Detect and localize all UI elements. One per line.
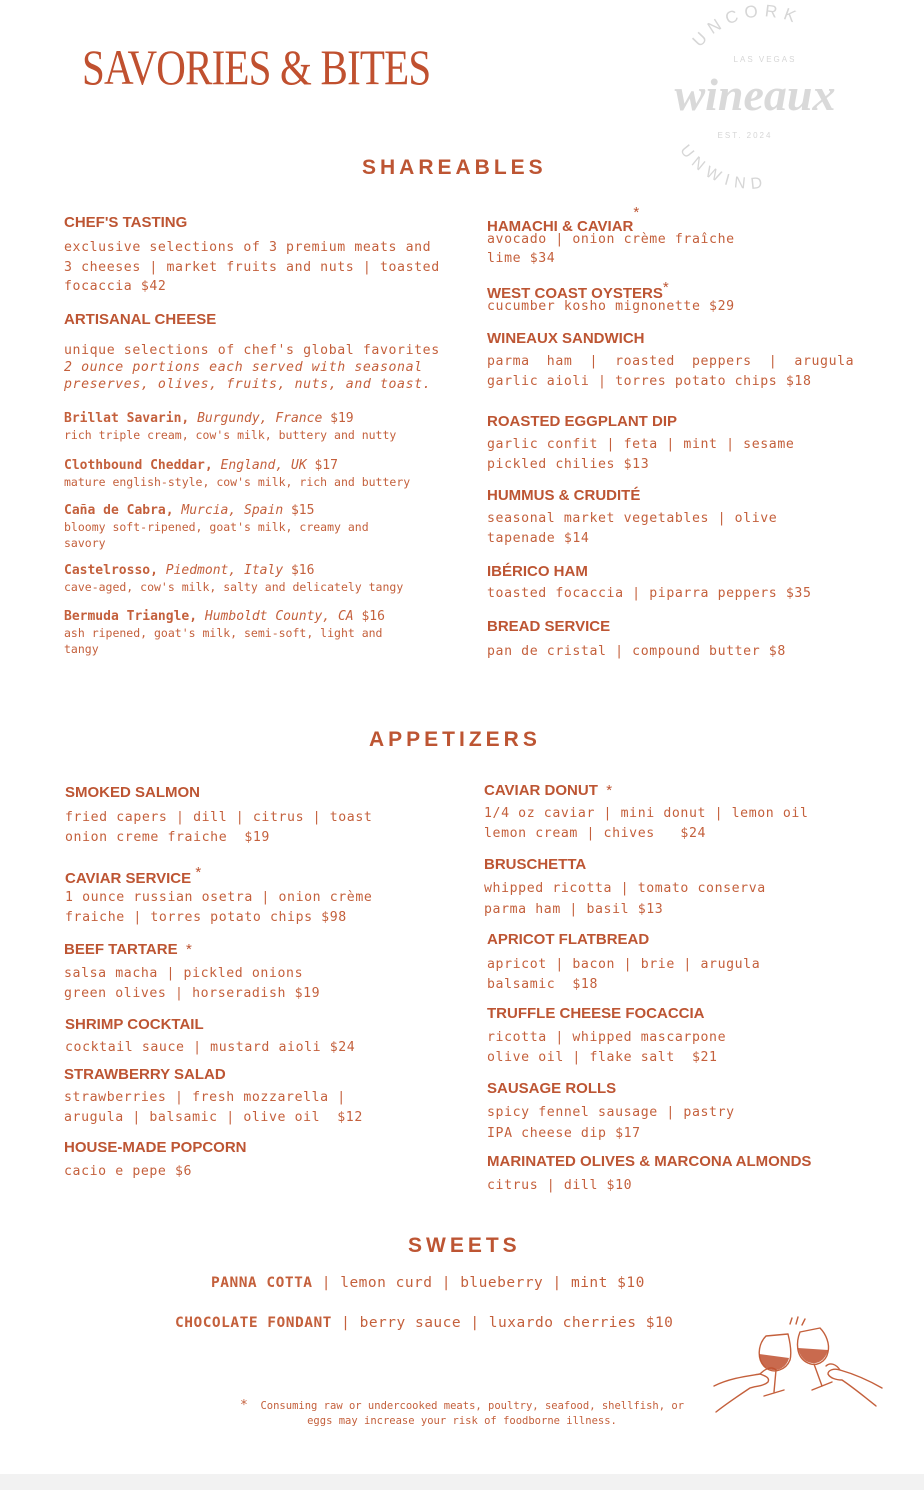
item-smoked-salmon-desc: fried capers | dill | citrus | toast onion creme fraiche $19 xyxy=(65,810,373,845)
item-truffle-cheese-focaccia-name: TRUFFLE CHEESE FOCACCIA xyxy=(487,1005,705,1022)
svg-text:UNWIND xyxy=(676,142,769,190)
cheese-castelrosso: Castelrosso, Piedmont, Italy $16 xyxy=(64,563,315,578)
item-sausage-rolls-desc: spicy fennel sausage | pastry IPA cheese dip $17 xyxy=(487,1105,735,1141)
item-beef-tartare-name: BEEF TARTARE * xyxy=(64,941,192,958)
item-chefs-tasting-name: CHEF'S TASTING xyxy=(64,214,188,231)
item-hamachi-caviar-name: HAMACHI & CAVIAR* xyxy=(487,204,640,235)
item-marinated-olives-desc: citrus | dill $10 xyxy=(487,1178,633,1193)
item-west-coast-oysters-name: WEST COAST OYSTERS* xyxy=(487,279,669,302)
cheese-brillat-savarin-desc: rich triple cream, cow's milk, buttery and nutty xyxy=(64,428,397,442)
item-apricot-flatbread-name: APRICOT FLATBREAD xyxy=(487,931,650,948)
item-caviar-donut-desc: 1/4 oz caviar | mini donut | lemon oil lemon cream | chives $24 xyxy=(484,806,809,841)
item-marinated-olives-name: MARINATED OLIVES & MARCONA ALMONDS xyxy=(487,1153,812,1170)
page-bottom-strip xyxy=(0,1474,924,1490)
item-sausage-rolls-name: SAUSAGE ROLLS xyxy=(487,1080,617,1097)
item-roasted-eggplant-dip-desc: garlic confit | feta | mint | sesame pickled chilies $13 xyxy=(487,437,795,472)
item-bread-service-desc: pan de cristal | compound butter $8 xyxy=(487,644,786,659)
section-sweets: SWEETS xyxy=(408,1234,521,1257)
logo-brand: wineaux xyxy=(674,69,836,120)
item-beef-tartare-desc: salsa macha | pickled onions green olives | horseradish $19 xyxy=(64,966,321,1001)
cheese-bermuda-triangle: Bermuda Triangle, Humboldt County, CA $16 xyxy=(64,609,385,624)
item-wineaux-sandwich-name: WINEAUX SANDWICH xyxy=(487,330,645,347)
item-strawberry-salad-name: STRAWBERRY SALAD xyxy=(64,1066,226,1083)
item-caviar-donut-name: CAVIAR DONUT * xyxy=(484,782,613,799)
item-hamachi-caviar-desc: avocado | onion crème fraîche lime $34 xyxy=(487,232,735,266)
item-hummus-crudite-desc: seasonal market vegetables | olive tapenade $14 xyxy=(487,511,778,546)
item-smoked-salmon-name: SMOKED SALMON xyxy=(65,784,200,801)
item-apricot-flatbread-desc: apricot | bacon | brie | arugula balsamic $18 xyxy=(487,957,761,992)
cheese-cana-de-cabra-desc: bloomy soft-ripened, goat's milk, creamy and savory xyxy=(64,520,369,550)
item-bread-service-name: BREAD SERVICE xyxy=(487,618,611,635)
item-bruschetta-name: BRUSCHETTA xyxy=(484,856,587,873)
item-roasted-eggplant-dip-name: ROASTED EGGPLANT DIP xyxy=(487,413,678,430)
item-artisanal-cheese-note: 2 ounce portions each served with seasonal preserves, olives, fruits, nuts, and toast. xyxy=(64,360,432,392)
item-artisanal-cheese-name: ARTISANAL CHEESE xyxy=(64,311,217,328)
cheese-clothbound-cheddar-desc: mature english-style, cow's milk, rich and buttery xyxy=(64,475,411,489)
svg-text:UNCORK xyxy=(689,1,804,50)
item-caviar-service-name: CAVIAR SERVICE * xyxy=(65,864,202,887)
item-chefs-tasting-desc: exclusive selections of 3 premium meats and 3 cheeses | market fruits and nuts | toasted focaccia $42 xyxy=(64,240,440,294)
item-shrimp-cocktail-desc: cocktail sauce | mustard aioli $24 xyxy=(65,1040,356,1055)
cheese-castelrosso-desc: cave-aged, cow's milk, salty and delicately tangy xyxy=(64,580,404,594)
item-bruschetta-desc: whipped ricotta | tomato conserva parma ham | basil $13 xyxy=(484,881,766,917)
item-house-made-popcorn-desc: cacio e pepe $6 xyxy=(64,1164,193,1179)
item-iberico-ham-desc: toasted focaccia | piparra peppers $35 xyxy=(487,586,812,601)
wine-glasses-toast-icon xyxy=(708,1316,888,1420)
item-hummus-crudite-name: HUMMUS & CRUDITÉ xyxy=(487,487,641,504)
cheese-brillat-savarin: Brillat Savarin, Burgundy, France $19 xyxy=(64,411,354,426)
item-iberico-ham-name: IBÉRICO HAM xyxy=(487,563,588,580)
item-shrimp-cocktail-name: SHRIMP COCKTAIL xyxy=(65,1016,204,1033)
item-panna-cotta: PANNA COTTA | lemon curd | blueberry | mint $10 xyxy=(211,1275,645,1291)
item-caviar-service-desc: 1 ounce russian osetra | onion crème fraiche | torres potato chips $98 xyxy=(65,890,373,925)
cheese-cana-de-cabra: Caña de Cabra, Murcia, Spain $15 xyxy=(64,503,315,518)
item-wineaux-sandwich-desc: parma ham | roasted peppers | arugula garlic aioli | torres potato chips $18 xyxy=(487,354,855,389)
section-shareables: SHAREABLES xyxy=(362,156,547,179)
item-strawberry-salad-desc: strawberries | fresh mozzarella | arugula | balsamic | olive oil $12 xyxy=(64,1090,363,1125)
cheese-clothbound-cheddar: Clothbound Cheddar, England, UK $17 xyxy=(64,458,338,473)
logo-bottom-arc: UNWIND xyxy=(676,141,770,190)
item-house-made-popcorn-name: HOUSE-MADE POPCORN xyxy=(64,1139,247,1156)
logo-top-arc: UNCORK xyxy=(688,1,805,51)
item-artisanal-cheese-desc: unique selections of chef's global favorites xyxy=(64,343,440,358)
item-chocolate-fondant: CHOCOLATE FONDANT | berry sauce | luxardo cherries $10 xyxy=(175,1315,674,1331)
wineaux-logo-icon xyxy=(640,0,870,190)
page-title: SAVORIES & BITES xyxy=(82,39,431,95)
item-west-coast-oysters-desc: cucumber kosho mignonette $29 xyxy=(487,299,735,314)
item-truffle-cheese-focaccia-desc: ricotta | whipped mascarpone olive oil | flake salt $21 xyxy=(487,1030,727,1065)
section-appetizers: APPETIZERS xyxy=(369,728,541,751)
logo-city: LAS VEGAS xyxy=(733,55,797,64)
logo-est: EST. 2024 xyxy=(717,131,773,140)
footnote: * Consuming raw or undercooked meats, poultry, seafood, shellfish, or eggs may increase your risk of foodborne illness. xyxy=(239,1398,685,1427)
cheese-bermuda-triangle-desc: ash ripened, goat's milk, semi-soft, light and tangy xyxy=(64,626,383,656)
